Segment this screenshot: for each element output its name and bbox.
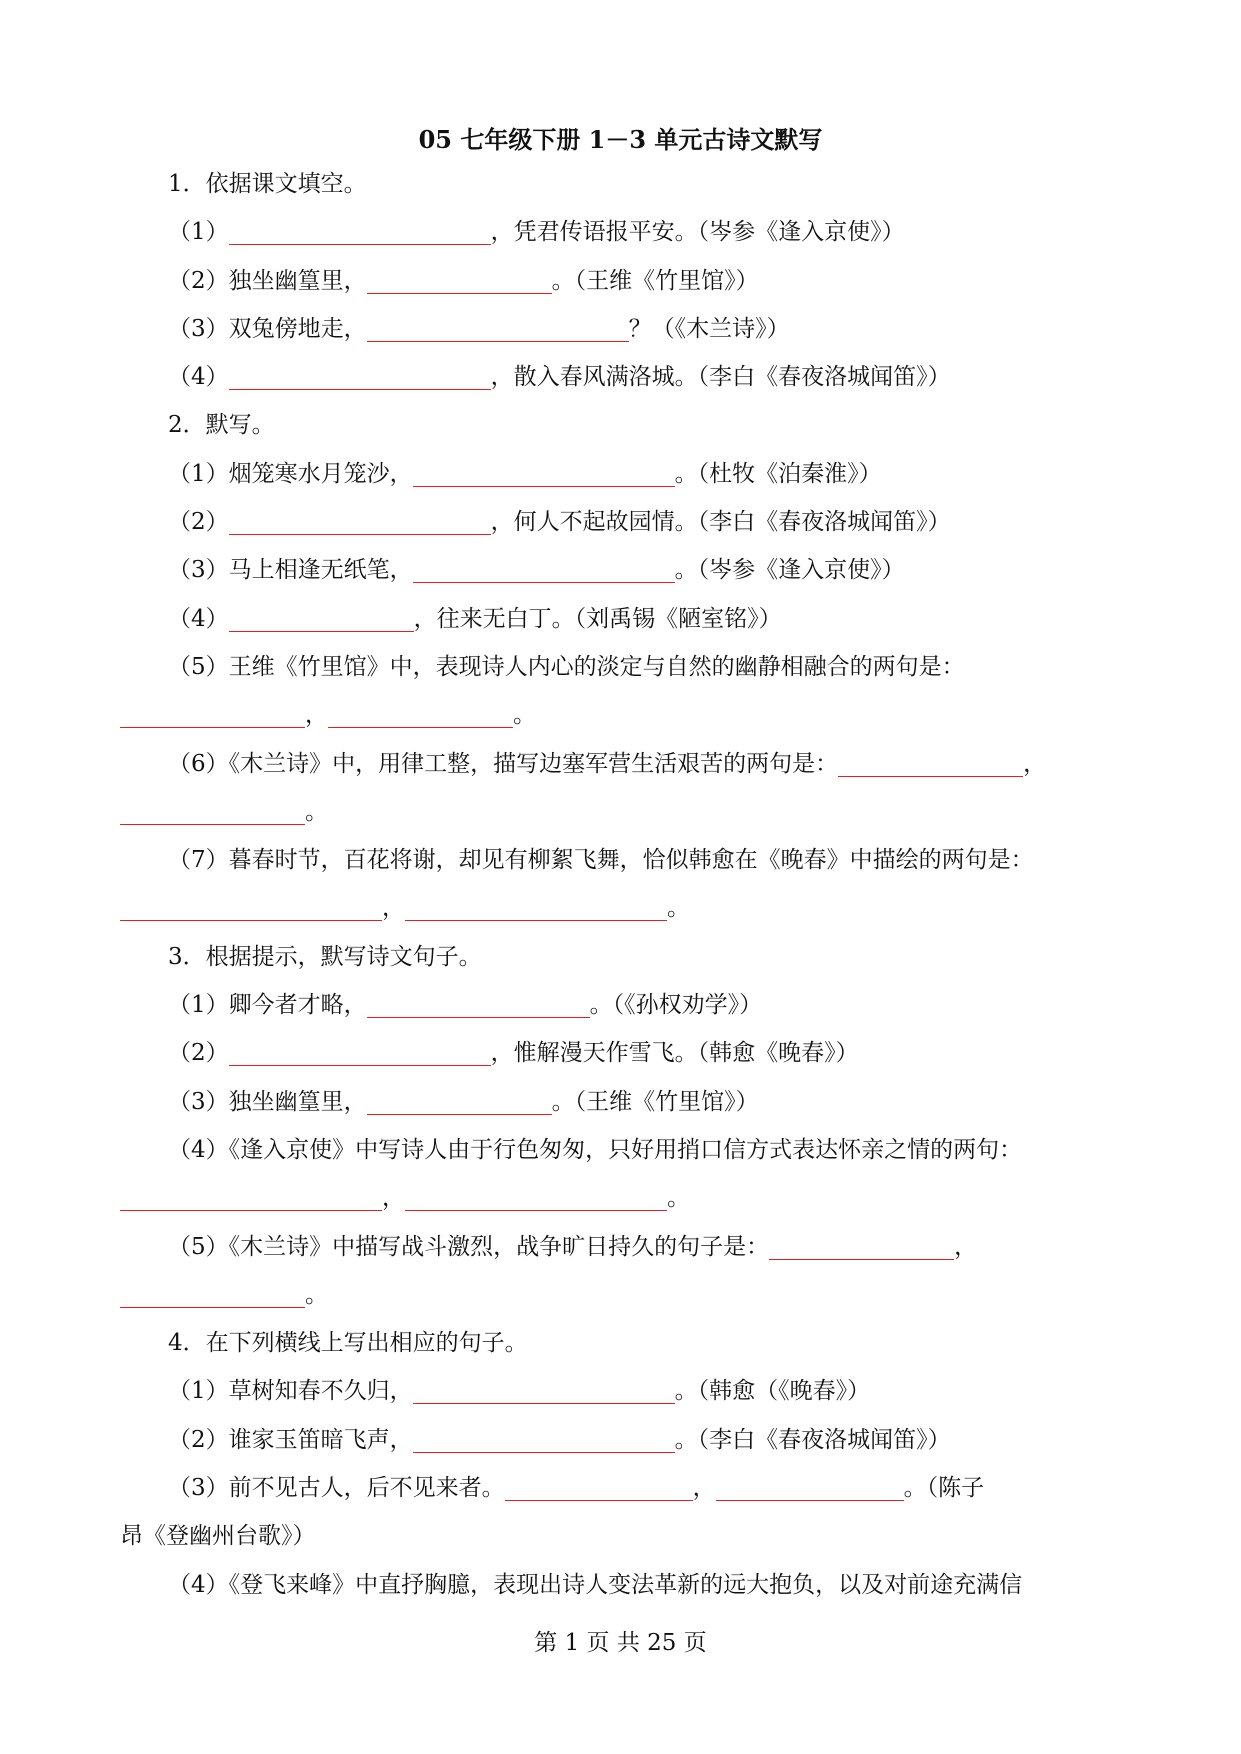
answer-blank[interactable] (505, 1470, 693, 1501)
answer-blank[interactable] (120, 794, 305, 825)
q4-item-2: （2）谁家玉笛暗飞声， 。（李白《春夜洛城闻笛》） (120, 1416, 1120, 1464)
answer-blank[interactable] (120, 1277, 305, 1308)
answer-blank[interactable] (120, 1180, 382, 1211)
q2-heading: 2．默写。 (168, 412, 275, 439)
q2-item-7-answer: ， 。 (120, 884, 1120, 932)
q2-item-5: （5）王维《竹里馆》中，表现诗人内心的淡定与自然的幽静相融合的两句是： (168, 653, 965, 680)
q3-item-1: （1）卿今者才略， 。（《孙权劝学》） (120, 981, 1120, 1029)
answer-blank[interactable] (769, 1229, 954, 1260)
answer-blank[interactable] (838, 746, 1023, 777)
q1-item-4: （4） ，散入春风满洛城。（李白《春夜洛城闻笛》） (120, 353, 1120, 401)
q2-item-6-answer: 。 (120, 788, 1120, 836)
q2-item-7: （7）暮春时节，百花将谢，却见有柳絮飞舞，恰似韩愈在《晚春》中描绘的两句是： (168, 847, 1034, 874)
answer-blank[interactable] (405, 890, 667, 921)
q2-item-5-answer: ， 。 (120, 691, 1120, 739)
content (120, 160, 1120, 1609)
answer-blank[interactable] (367, 311, 629, 342)
q2-item-1: （1）烟笼寒水月笼沙， 。（杜牧《泊秦淮》） (120, 450, 1120, 498)
answer-blank[interactable] (413, 1422, 675, 1453)
q3-item-2: （2） ，惟解漫天作雪飞。（韩愈《晚春》） (120, 1029, 1120, 1077)
answer-blank[interactable] (328, 697, 513, 728)
q1-item-1: （1） ，凭君传语报平安。（岑参《逢入京使》） (120, 208, 1120, 256)
q3-item-5-answer: 。 (120, 1271, 1120, 1319)
q4-item-3-cont: 昂《登幽州台歌》） (120, 1523, 316, 1550)
answer-blank[interactable] (413, 552, 675, 583)
q1-heading: 1．依据课文填空。 (168, 171, 367, 197)
page-footer: 第 1 页 共 25 页 (534, 1630, 707, 1656)
q3-item-4-answer: ， 。 (120, 1174, 1120, 1222)
q3-item-3: （3）独坐幽篁里， 。（王维《竹里馆》） (120, 1078, 1120, 1126)
answer-blank[interactable] (367, 987, 590, 1018)
answer-blank[interactable] (229, 214, 491, 245)
q1-item-3: （3）双兔傍地走， ？（《木兰诗》） (120, 305, 1120, 353)
q3-item-4: （4）《逢入京使》中写诗人由于行色匆匆，只好用捎口信方式表达怀亲之情的两句： (168, 1136, 1023, 1163)
answer-blank[interactable] (229, 601, 414, 632)
answer-blank[interactable] (367, 263, 552, 294)
answer-blank[interactable] (413, 456, 675, 487)
answer-blank[interactable] (120, 697, 305, 728)
page-title: 05 七年级下册 1－3 单元古诗文默写 (418, 125, 823, 154)
q1-item-2: （2）独坐幽篁里， 。（王维《竹里馆》） (120, 257, 1120, 305)
q2-item-3: （3）马上相逢无纸笔， 。（岑参《逢入京使》） (120, 546, 1120, 594)
q3-item-5: （5）《木兰诗》中描写战斗激烈，战争旷日持久的句子是： ， (120, 1223, 1120, 1271)
q4-item-4: （4）《登飞来峰》中直抒胸臆，表现出诗人变法革新的远大抱负，以及对前途充满信 (168, 1571, 1023, 1598)
answer-blank[interactable] (367, 1084, 552, 1115)
answer-blank[interactable] (120, 890, 382, 921)
answer-blank[interactable] (405, 1180, 667, 1211)
q2-item-6: （6）《木兰诗》中，用律工整，描写边塞军营生活艰苦的两句是： ， (120, 740, 1120, 788)
answer-blank[interactable] (413, 1373, 675, 1404)
answer-blank[interactable] (716, 1470, 904, 1501)
answer-blank[interactable] (229, 504, 491, 535)
q4-item-3: （3）前不见古人，后不见来者。 ， 。（陈子 (120, 1464, 1120, 1512)
answer-blank[interactable] (229, 359, 491, 390)
answer-blank[interactable] (229, 1035, 491, 1066)
q4-heading: 4．在下列横线上写出相应的句子。 (168, 1330, 528, 1357)
q3-heading: 3．根据提示，默写诗文句子。 (168, 943, 482, 970)
q2-item-4: （4） ，往来无白丁。（刘禹锡《陋室铭》） (120, 595, 1120, 643)
q4-item-1: （1）草树知春不久归， 。（韩愈（《晚春》） (120, 1367, 1120, 1415)
q2-item-2: （2） ，何人不起故园情。（李白《春夜洛城闻笛》） (120, 498, 1120, 546)
